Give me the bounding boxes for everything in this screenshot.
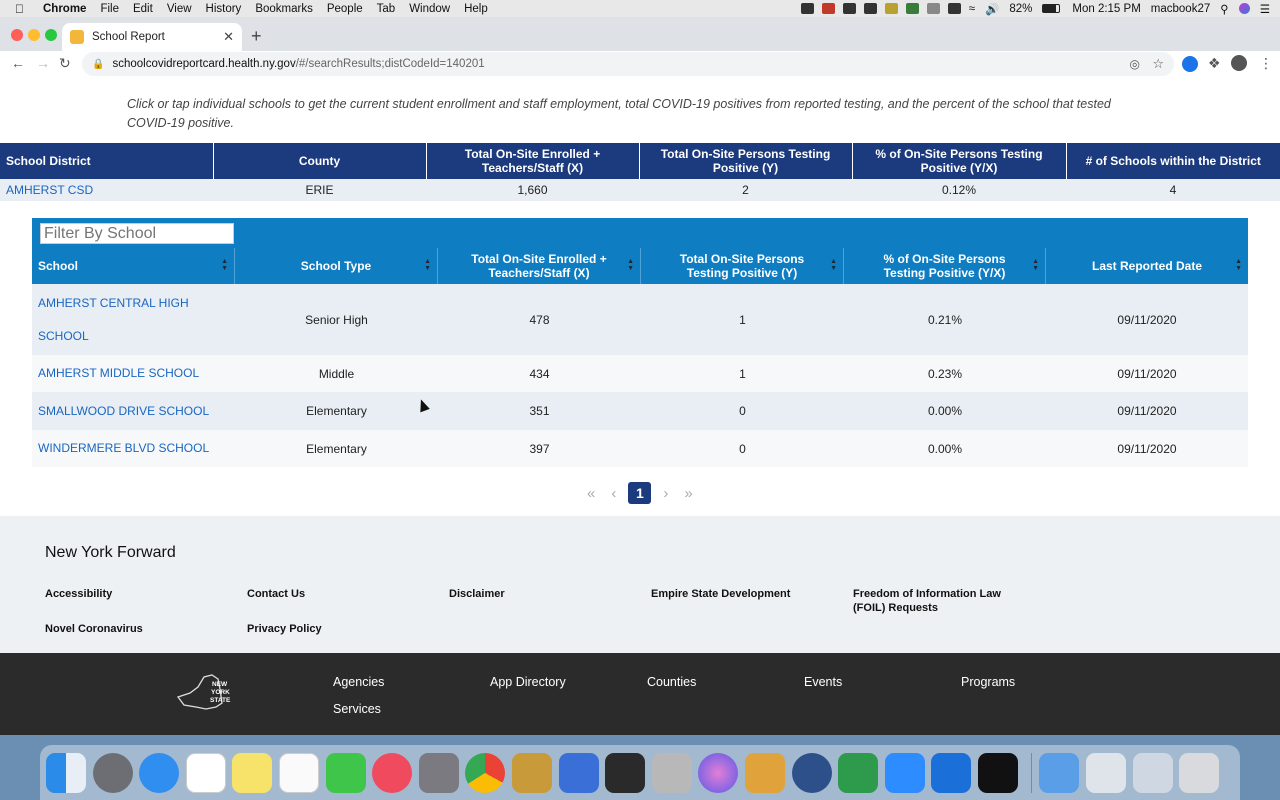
star-icon[interactable]: ☆ [1152,56,1164,71]
footer-link-novel-coronavirus[interactable]: Novel Coronavirus [45,623,143,635]
schools-table-header [32,218,1248,284]
forward-arrow-icon[interactable]: → [36,55,50,71]
school-type: Senior High [305,312,368,327]
menu-window[interactable]: Window [409,2,451,15]
header-percent-positive[interactable]: % of On-Site Persons Testing Positive (Y/X) [852,143,1066,179]
tab-strip [0,17,1280,51]
footer-nav-events[interactable]: Events [804,675,843,689]
table-row[interactable] [32,284,1248,355]
school-percent: 0.00% [927,404,963,418]
header-last-reported[interactable]: Last Reported Date ▲ ▼ [1091,258,1242,273]
footer-nav-app-directory[interactable]: App Directory [490,675,566,689]
back-arrow-icon[interactable]: ← [11,55,25,71]
district-enrolled: 1,660 [426,179,639,201]
address-bar[interactable] [82,52,1174,76]
system-preferences-icon[interactable] [419,753,459,793]
status-app-icon[interactable] [864,3,877,14]
school-name-link[interactable]: AMHERST CENTRAL HIGH SCHOOL [38,295,189,343]
school-name-link[interactable]: AMHERST MIDDLE SCHOOL [38,366,200,380]
schools-column-headers [32,248,1248,284]
footer-links-section [0,516,1280,653]
notification-center-icon[interactable]: ☰ [1259,3,1270,16]
first-page-button[interactable]: « [587,484,596,502]
music-icon[interactable] [372,753,412,793]
reminders-icon[interactable] [279,753,319,793]
spotlight-icon[interactable]: ⚲ [1220,3,1229,16]
menu-tab[interactable]: Tab [376,2,396,15]
school-enrolled: 434 [529,366,550,381]
footer-nav-agencies[interactable]: Agencies [333,675,385,689]
browser-tab[interactable] [62,23,242,51]
final-cut-pro-icon[interactable] [605,753,645,793]
user-name[interactable]: macbook27 [1150,2,1211,15]
facetime-icon[interactable] [326,753,366,793]
launchpad-icon[interactable] [93,753,133,793]
footer-link-contact-us[interactable]: Contact Us [247,588,306,600]
menu-people[interactable]: People [326,2,363,15]
header-number-of-schools[interactable]: # of Schools within the District [1066,143,1280,179]
next-page-button[interactable]: › [663,484,669,502]
downloads-folder-icon[interactable] [1039,753,1079,793]
footer-nav-counties[interactable]: Counties [647,675,697,689]
close-window-button[interactable] [11,29,23,41]
screenshot-icon[interactable] [1086,753,1126,793]
school-percent: 0.00% [927,441,963,456]
footer-link-empire-state-development[interactable]: Empire State Development [651,588,791,600]
school-type: Middle [318,366,355,381]
battery-percent[interactable]: 82% [1009,2,1033,15]
sort-icon[interactable]: ▲ ▼ [627,258,634,272]
school-last-reported: 09/11/2020 [1117,441,1177,456]
lock-icon[interactable]: 🔒 [92,58,105,70]
intro-text: Click or tap individual schools to get the current student enrollment and staff employment, total COVID-19 positives from reported testing, and the percent of the school that tested COVID-19 positive. [127,97,1111,130]
menu-status-area [801,0,1280,17]
mac-dock [40,745,1240,800]
menu-view[interactable]: View [166,2,192,15]
status-app-icon[interactable] [948,3,961,14]
footer-nav-programs[interactable]: Programs [961,675,1016,689]
footer-nav-services[interactable]: Services [333,702,381,716]
profile-avatar-icon[interactable] [1231,55,1247,71]
footer-nav-section [0,653,1280,735]
new-york-state-logo-icon[interactable] [176,673,240,713]
school-enrolled: 397 [529,441,550,456]
clock[interactable]: Mon 2:15 PM [1072,2,1141,15]
dock-separator [1031,753,1032,793]
school-last-reported: 09/11/2020 [1117,312,1177,327]
url-path: /#/searchResults;distCodeId=140201 [295,58,485,70]
district-summary-table [0,143,1280,201]
school-positive: 0 [739,404,746,418]
header-school-district[interactable]: School District [0,143,213,179]
preview-icon[interactable] [652,753,692,793]
puzzle-extensions-icon[interactable]: ❖ [1208,55,1221,71]
status-app-icon[interactable] [885,3,898,14]
quicktime-icon[interactable] [792,753,832,793]
sort-icon[interactable]: ▲ ▼ [1032,258,1039,272]
school-name-link[interactable]: SMALLWOOD DRIVE SCHOOL [38,404,210,418]
district-positive: 2 [639,179,852,201]
status-app-icon[interactable] [801,3,814,14]
current-page-button[interactable]: 1 [628,482,651,504]
footer-link-accessibility[interactable]: Accessibility [45,588,113,600]
menu-app-name[interactable]: Chrome [43,2,87,15]
location-icon[interactable]: ◎ [1129,57,1140,71]
menu-file[interactable]: File [100,2,119,15]
school-positive: 0 [739,441,746,456]
status-app-icon[interactable] [927,3,940,14]
pagination [579,482,701,504]
battery-icon[interactable] [1042,4,1060,13]
splashtop-icon[interactable] [838,753,878,793]
header-total-enrolled[interactable]: Total On-Site Enrolled + Teachers/Staff (X) [426,143,639,179]
close-tab-icon[interactable]: ✕ [223,29,234,44]
sort-icon[interactable]: ▲ ▼ [221,258,228,272]
svg-text:STATE: STATE [210,697,231,704]
school-percent: 0.23% [927,366,963,381]
status-app-icon[interactable] [843,3,856,14]
transmit-icon[interactable] [512,753,552,793]
header-positive[interactable]: Total On-Site Persons Testing Positive (Y) ▲ ▼ [641,248,844,284]
zoom-window-button[interactable] [45,29,57,41]
sort-icon[interactable]: ▲ ▼ [830,258,837,272]
tab-favicon-icon [70,30,84,44]
cocktail-icon[interactable] [745,753,785,793]
status-app-icon[interactable] [906,3,919,14]
menu-edit[interactable]: Edit [132,2,153,15]
school-name-link[interactable]: WINDERMERE BLVD SCHOOL [38,441,210,455]
header-school[interactable]: School ▲ ▼ [32,248,235,284]
svg-text:NEW: NEW [212,681,228,688]
safari-icon[interactable] [139,753,179,793]
finder-icon[interactable] [46,753,86,793]
school-last-reported: 09/11/2020 [1117,366,1177,381]
district-school-count: 4 [1066,179,1280,201]
header-total-positive[interactable]: Total On-Site Persons Testing Positive (Y) [639,143,852,179]
url-host: schoolcovidreportcard.health.ny.gov [112,58,296,70]
remote-desktop-icon[interactable] [559,753,599,793]
reload-icon[interactable]: ↻ [59,55,71,71]
last-page-button[interactable]: » [684,484,693,502]
trash-icon[interactable] [1179,753,1219,793]
district-data-row [0,179,1280,201]
chrome-icon[interactable] [465,753,505,793]
district-county: ERIE [213,179,426,201]
school-positive: 1 [739,366,746,381]
calendar-icon[interactable] [186,753,226,793]
school-type: Elementary [306,441,367,456]
district-percent: 0.12% [852,179,1066,201]
wifi-icon[interactable]: ≈ [968,2,976,15]
menu-bookmarks[interactable]: Bookmarks [255,2,313,15]
apple-icon[interactable] [15,2,31,16]
ap-app-icon[interactable] [978,753,1018,793]
table-row[interactable] [32,392,1248,430]
footer-link-disclaimer[interactable]: Disclaimer [449,588,505,600]
screenshot-icon[interactable] [1133,753,1173,793]
footer-link-privacy-policy[interactable]: Privacy Policy [247,623,322,635]
table-row[interactable] [32,430,1248,467]
header-percent[interactable]: % of On-Site Persons Testing Positive (Y/X) ▲ ▼ [844,248,1046,284]
school-positive: 1 [739,312,746,327]
table-row[interactable] [32,355,1248,392]
sort-icon[interactable]: ▲ ▼ [424,258,431,272]
filter-by-school-input[interactable] [40,223,234,244]
new-tab-button[interactable]: + [251,26,262,46]
header-school-type[interactable]: School Type ▲ ▼ [235,248,438,284]
status-app-icon[interactable] [822,3,835,14]
menu-help[interactable]: Help [464,2,488,15]
prev-page-button[interactable]: ‹ [611,484,617,502]
zoom-icon[interactable] [885,753,925,793]
kebab-menu-icon[interactable]: ⋮ [1259,55,1273,71]
header-enrolled[interactable]: Total On-Site Enrolled + Teachers/Staff (X) ▲ ▼ [438,248,641,284]
menu-history[interactable]: History [205,2,242,15]
volume-icon[interactable]: 🔊 [985,3,1000,16]
district-header-row [0,143,1280,179]
windows-app-icon[interactable] [931,753,971,793]
browser-toolbar [0,51,1280,77]
svg-text:YORK: YORK [211,689,230,696]
school-percent: 0.21% [927,312,963,327]
school-enrolled: 478 [529,312,550,327]
school-last-reported: 09/11/2020 [1117,404,1177,418]
siri-icon[interactable] [1239,3,1250,14]
footer-title: New York Forward [45,544,176,561]
school-enrolled: 351 [529,404,550,418]
school-type: Elementary [306,404,367,418]
tab-title: School Report [92,31,165,43]
schools-table [32,218,1248,467]
motion-icon[interactable] [698,753,738,793]
extension-icon[interactable] [1182,56,1198,72]
minimize-window-button[interactable] [28,29,40,41]
sort-icon[interactable]: ▲ ▼ [1235,258,1242,272]
mac-menu-bar [0,0,1280,17]
notes-icon[interactable] [232,753,272,793]
header-county[interactable]: County [213,143,426,179]
district-name-link[interactable]: AMHERST CSD [0,179,213,201]
footer-link-foil[interactable]: Freedom of Information Law (FOIL) Requests [853,588,1001,614]
